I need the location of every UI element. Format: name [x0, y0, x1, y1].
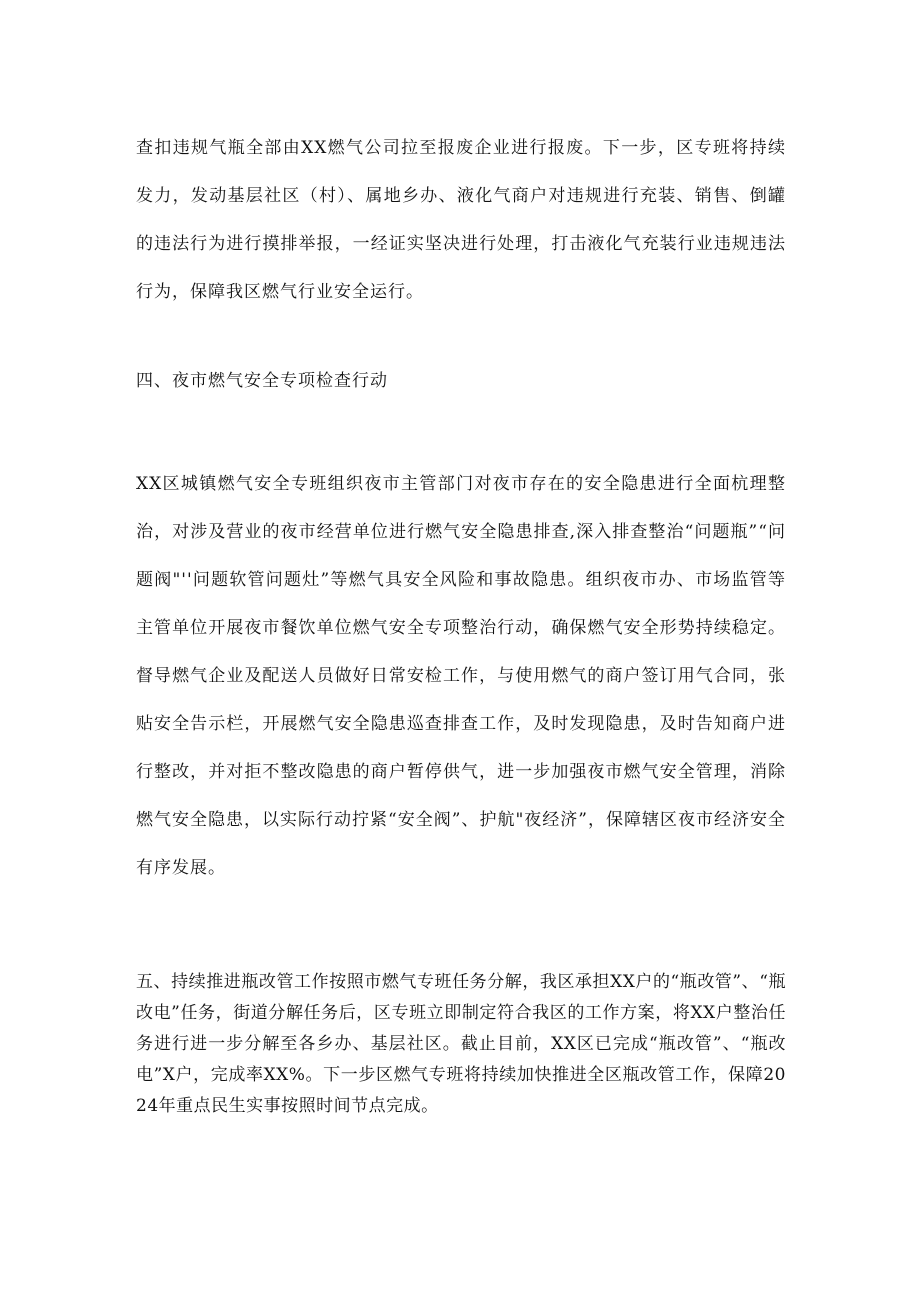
paragraph-continuation: 查扣违规气瓶全部由XX燃气公司拉至报废企业进行报废。下一步，区专班将持续发力，发动基层社区（村）、属地乡办、液化气商户对违规进行充装、销售、倒罐的违法行为进行摸排举报，一经证实坚决进行处理，打击液化气充装行业违规违法行为，保障我区燃气行业安全运行。 [136, 138, 786, 302]
section-heading-night-market: 四、夜市燃气安全专项检查行动 [136, 371, 388, 391]
paragraph-night-market-inspection: XX区城镇燃气安全专班组织夜市主管部门对夜市存在的安全隐患进行全面杭理整治，对涉及营业的夜市经营单位进行燃气安全隐患排查,深入排查整治“问题瓶”“问题阀"''问题软管问题灶”等燃气具安全风险和事故隐患。组织夜市办、市场监管等主管单位开展夜市餐饮单位燃气安全专项整治行动，确保燃气安全形势持续稳定。督导燃气企业及配送人员做好日常安检工作，与使用燃气的商户签订用气合同，张贴安全告示栏，开展燃气安全隐患巡查排查工作，及时发现隐患，及时告知商户进行整改，并对拒不整改隐患的商户暂停供气，进一步加强夜市燃气安全管理，消除燃气安全隐患，以实际行动拧紧“安全阀”、护航"夜经济”，保障辖区夜市经济安全有序发展。 [136, 474, 786, 878]
paragraph-bottle-to-pipe: 五、持续推进瓶改管工作按照市燃气专班任务分解，我区承担XX户的“瓶改管”、“瓶改电”任务，街道分解任务后，区专班立即制定符合我区的工作方案，将XX户整治任务进行进一步分解至各乡办、基层社区。截止目前，XX区已完成“瓶改管”、“瓶改电”X户，完成率XX%。下一步区燃气专班将持续加快推进全区瓶改管工作，保障2024年重点民生实事按照时间节点完成。 [136, 972, 786, 1116]
